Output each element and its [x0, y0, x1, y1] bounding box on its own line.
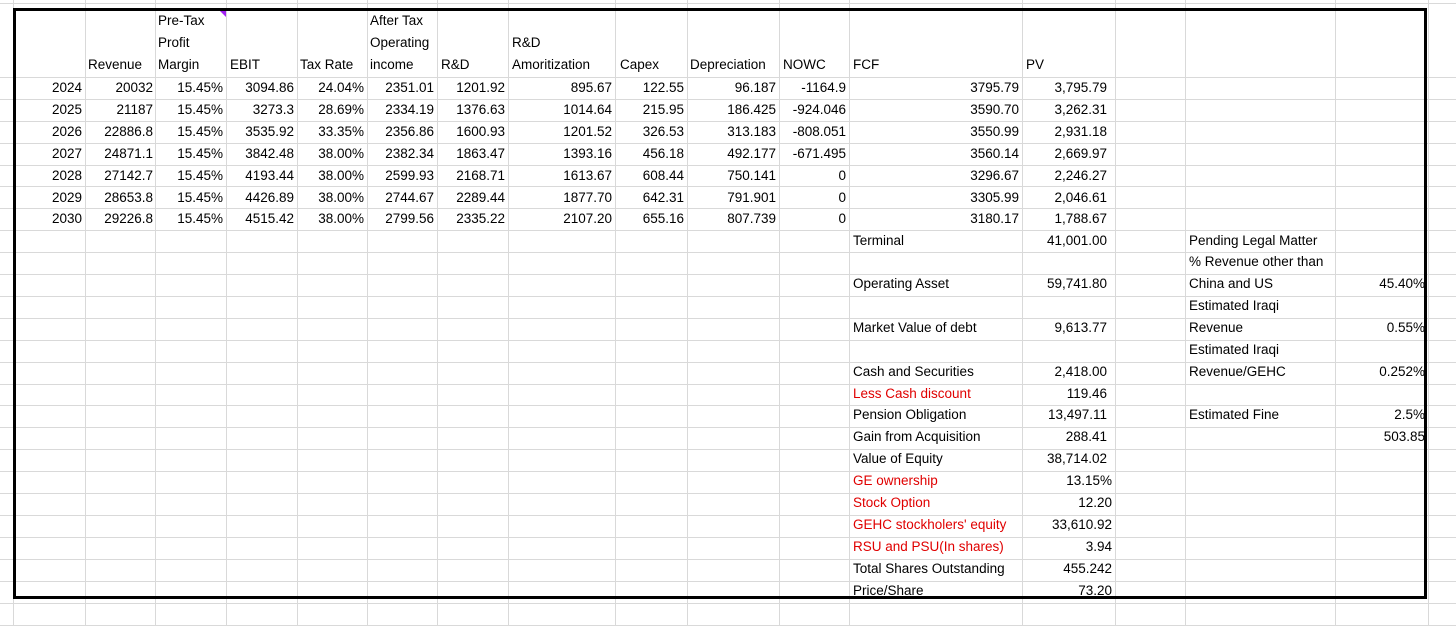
valuation-value[interactable]: 12.20: [1078, 495, 1112, 510]
grid-row-line: [0, 449, 1456, 450]
cell-ato[interactable]: 2356.86: [385, 123, 434, 139]
valuation-label[interactable]: GEHC stockholers' equity: [853, 517, 1007, 532]
cell-rda[interactable]: 1613.67: [563, 167, 612, 183]
cell-nowc[interactable]: -671.495: [792, 145, 846, 161]
cell-ebit[interactable]: 3273.3: [252, 101, 294, 117]
cell-dep[interactable]: 750.141: [727, 167, 776, 183]
cell-rda[interactable]: 1014.64: [563, 101, 612, 117]
cell-margin[interactable]: 15.45%: [177, 101, 223, 117]
grid-col-line: [1335, 0, 1336, 626]
cell-capex[interactable]: 608.44: [642, 167, 684, 183]
header-revenue[interactable]: Revenue: [88, 57, 143, 72]
header-nowc[interactable]: NOWC: [783, 57, 826, 72]
cell-ebit[interactable]: 3094.86: [245, 80, 294, 95]
legal-iraqi-gehc-value[interactable]: 0.252%: [1379, 364, 1425, 379]
cell-revenue[interactable]: 27142.7: [104, 167, 153, 183]
header-margin-line1[interactable]: Pre-Tax: [158, 13, 205, 28]
cell-revenue[interactable]: 22886.8: [104, 123, 153, 139]
cell-rd[interactable]: 1201.92: [456, 80, 505, 95]
cell-tax[interactable]: 28.69%: [318, 101, 364, 117]
cell-revenue[interactable]: 20032: [115, 80, 153, 95]
valuation-value[interactable]: 73.20: [1078, 583, 1112, 598]
header-tax-rate[interactable]: Tax Rate: [300, 57, 354, 72]
grid-row-line: [0, 537, 1456, 538]
cell-capex[interactable]: 456.18: [642, 145, 684, 161]
valuation-label[interactable]: RSU and PSU(In shares): [853, 539, 1004, 554]
cell-margin[interactable]: 15.45%: [177, 145, 223, 161]
cell-ebit[interactable]: 3535.92: [245, 123, 294, 139]
cell-tax[interactable]: 33.35%: [318, 123, 364, 139]
grid-row-line: [0, 471, 1456, 472]
cell-pv[interactable]: 3,795.79: [1054, 80, 1107, 95]
cell-rda[interactable]: 1201.52: [563, 123, 612, 139]
cell-fcf[interactable]: 3180.17: [970, 211, 1019, 227]
cell-rd[interactable]: 1600.93: [456, 123, 505, 139]
legal-fine-value[interactable]: 2.5%: [1394, 407, 1425, 422]
cell-margin[interactable]: 15.45%: [177, 189, 223, 205]
cell-dep[interactable]: 313.183: [727, 123, 776, 139]
valuation-label[interactable]: Pension Obligation: [853, 407, 967, 422]
grid-col-line: [13, 0, 14, 626]
cell-ato[interactable]: 2744.67: [385, 189, 434, 205]
header-rd[interactable]: R&D: [441, 57, 470, 72]
valuation-label[interactable]: GE ownership: [853, 473, 938, 488]
cell-ebit[interactable]: 4193.44: [245, 167, 294, 183]
cell-dep[interactable]: 807.739: [727, 211, 776, 227]
header-margin-line2[interactable]: Profit: [158, 35, 190, 50]
valuation-value[interactable]: 38,714.02: [1046, 451, 1107, 466]
cell-year[interactable]: 2030: [51, 211, 82, 227]
grid-row-line: [0, 3, 1456, 4]
cell-fcf[interactable]: 3795.79: [970, 80, 1019, 95]
cell-fcf[interactable]: 3296.67: [970, 167, 1019, 183]
cell-capex[interactable]: 655.16: [642, 211, 684, 227]
cell-rd[interactable]: 1863.47: [456, 145, 505, 161]
cell-pv[interactable]: 3,262.31: [1054, 101, 1107, 117]
cell-pv[interactable]: 1,788.67: [1054, 211, 1107, 227]
cell-pv[interactable]: 2,931.18: [1054, 123, 1107, 139]
cell-nowc[interactable]: -808.051: [792, 123, 846, 139]
cell-ebit[interactable]: 3842.48: [245, 145, 294, 161]
legal-rev-other-value[interactable]: 45.40%: [1379, 276, 1425, 291]
cell-dep[interactable]: 492.177: [727, 145, 776, 161]
grid-row-line: [0, 603, 1456, 604]
cell-year[interactable]: 2024: [51, 80, 82, 95]
legal-fine-label[interactable]: Estimated Fine: [1189, 407, 1280, 422]
cell-ato[interactable]: 2599.93: [385, 167, 434, 183]
cell-nowc[interactable]: -924.046: [792, 101, 846, 117]
legal-rev-other-line2[interactable]: China and US: [1189, 276, 1274, 291]
legal-title[interactable]: Pending Legal Matter: [1189, 233, 1318, 248]
cell-rd[interactable]: 2335.22: [456, 211, 505, 227]
cell-rd[interactable]: 2289.44: [456, 189, 505, 205]
cell-revenue[interactable]: 24871.1: [104, 145, 153, 161]
valuation-label[interactable]: Terminal: [853, 233, 905, 248]
valuation-label[interactable]: Total Shares Outstanding: [853, 561, 1005, 576]
valuation-value[interactable]: 119.46: [1066, 386, 1107, 401]
cell-dep[interactable]: 186.425: [727, 101, 776, 117]
grid-row-line: [0, 493, 1456, 494]
cell-dep[interactable]: 96.187: [734, 80, 776, 95]
cell-rda[interactable]: 1877.70: [563, 189, 612, 205]
cell-nowc[interactable]: -1164.9: [801, 80, 846, 95]
cell-dep[interactable]: 791.901: [727, 189, 776, 205]
valuation-label[interactable]: Market Value of debt: [853, 320, 977, 335]
cell-year[interactable]: 2027: [51, 145, 82, 161]
cell-pv[interactable]: 2,246.27: [1054, 167, 1107, 183]
header-rda-line2[interactable]: Amoritization: [512, 57, 591, 72]
valuation-label[interactable]: Cash and Securities: [853, 364, 974, 379]
cell-fcf[interactable]: 3590.70: [970, 101, 1019, 117]
header-ebit[interactable]: EBIT: [230, 57, 261, 72]
cell-ebit[interactable]: 4515.42: [245, 211, 294, 227]
cell-capex[interactable]: 122.55: [642, 80, 684, 95]
cell-nowc[interactable]: 0: [838, 211, 846, 227]
legal-iraqi-gehc-line1[interactable]: Estimated Iraqi: [1189, 342, 1280, 357]
cell-nowc[interactable]: 0: [838, 167, 846, 183]
valuation-value[interactable]: 455.242: [1063, 561, 1112, 576]
cell-year[interactable]: 2029: [51, 189, 82, 205]
cell-rd[interactable]: 1376.63: [456, 101, 505, 117]
valuation-value[interactable]: 288.41: [1065, 429, 1107, 444]
legal-iraqi-rev-value[interactable]: 0.55%: [1386, 320, 1425, 335]
valuation-value[interactable]: 3.94: [1085, 539, 1112, 554]
legal-iraqi-rev-line1[interactable]: Estimated Iraqi: [1189, 298, 1280, 313]
valuation-label[interactable]: Stock Option: [853, 495, 931, 510]
grid-row-line: [0, 581, 1456, 582]
cell-capex[interactable]: 326.53: [642, 123, 684, 139]
cell-rd[interactable]: 2168.71: [456, 167, 505, 183]
cell-year[interactable]: 2028: [51, 167, 82, 183]
valuation-value[interactable]: 2,418.00: [1054, 364, 1107, 379]
cell-ato[interactable]: 2334.19: [385, 101, 434, 117]
header-ato-line2[interactable]: Operating: [370, 35, 430, 50]
cell-rda[interactable]: 2107.20: [563, 211, 612, 227]
cell-margin[interactable]: 15.45%: [177, 167, 223, 183]
comment-indicator-icon[interactable]: [218, 9, 226, 17]
cell-rda[interactable]: 1393.16: [563, 145, 612, 161]
cell-tax[interactable]: 38.00%: [318, 167, 364, 183]
grid-row-line: [0, 559, 1456, 560]
valuation-label[interactable]: Less Cash discount: [853, 386, 971, 401]
cell-revenue[interactable]: 29226.8: [104, 211, 153, 227]
cell-year[interactable]: 2025: [51, 101, 82, 117]
cell-margin[interactable]: 15.45%: [177, 123, 223, 139]
valuation-label[interactable]: Value of Equity: [853, 451, 943, 466]
cell-fcf[interactable]: 3550.99: [970, 123, 1019, 139]
grid-col-line: [1185, 0, 1186, 626]
legal-iraqi-gehc-line2[interactable]: Revenue/GEHC: [1189, 364, 1286, 379]
valuation-label[interactable]: Operating Asset: [853, 276, 950, 291]
cell-revenue[interactable]: 21187: [116, 101, 153, 117]
header-ato-line3[interactable]: income: [370, 57, 414, 72]
header-rda-line1[interactable]: R&D: [512, 35, 541, 50]
header-ato-line1[interactable]: After Tax: [370, 13, 424, 28]
cell-pv[interactable]: 2,669.97: [1054, 145, 1107, 161]
cell-ato[interactable]: 2382.34: [385, 145, 434, 161]
grid-row-line: [0, 427, 1456, 428]
cell-ebit[interactable]: 4426.89: [245, 189, 294, 205]
cell-ato[interactable]: 2799.56: [385, 211, 434, 227]
legal-fine-amount[interactable]: 503.85: [1383, 429, 1425, 444]
cell-nowc[interactable]: 0: [838, 189, 846, 205]
header-pv[interactable]: PV: [1026, 57, 1045, 72]
cell-year[interactable]: 2026: [51, 123, 82, 139]
cell-rda[interactable]: 895.67: [570, 80, 612, 95]
grid-row-line: [0, 384, 1456, 385]
cell-capex[interactable]: 215.95: [642, 101, 684, 117]
legal-iraqi-rev-line2[interactable]: Revenue: [1189, 320, 1244, 335]
cell-capex[interactable]: 642.31: [642, 189, 684, 205]
cell-revenue[interactable]: 28653.8: [104, 189, 153, 205]
valuation-value[interactable]: 9,613.77: [1054, 320, 1107, 335]
header-capex[interactable]: Capex: [620, 57, 660, 72]
valuation-label[interactable]: Price/Share: [853, 583, 924, 598]
valuation-value[interactable]: 33,610.92: [1051, 517, 1112, 532]
valuation-value[interactable]: 41,001.00: [1046, 233, 1107, 248]
valuation-value[interactable]: 13.15%: [1066, 473, 1112, 488]
cell-ato[interactable]: 2351.01: [385, 80, 434, 95]
cell-fcf[interactable]: 3560.14: [970, 145, 1019, 161]
cell-tax[interactable]: 24.04%: [318, 80, 364, 95]
header-margin-line3[interactable]: Margin: [158, 57, 200, 72]
cell-fcf[interactable]: 3305.99: [970, 189, 1019, 205]
grid-col-line: [1115, 0, 1116, 626]
cell-margin[interactable]: 15.45%: [177, 80, 223, 95]
valuation-value[interactable]: 59,741.80: [1046, 276, 1107, 291]
grid-col-line: [1428, 0, 1429, 626]
cell-margin[interactable]: 15.45%: [177, 211, 223, 227]
cell-pv[interactable]: 2,046.61: [1054, 189, 1107, 205]
header-fcf[interactable]: FCF: [853, 57, 880, 72]
cell-tax[interactable]: 38.00%: [318, 211, 364, 227]
cell-tax[interactable]: 38.00%: [318, 145, 364, 161]
valuation-label[interactable]: Gain from Acquisition: [853, 429, 981, 444]
header-depreciation[interactable]: Depreciation: [690, 57, 766, 72]
cell-tax[interactable]: 38.00%: [318, 189, 364, 205]
valuation-value[interactable]: 13,497.11: [1047, 407, 1107, 422]
legal-rev-other-line1[interactable]: % Revenue other than: [1189, 254, 1324, 269]
grid-row-line: [0, 515, 1456, 516]
